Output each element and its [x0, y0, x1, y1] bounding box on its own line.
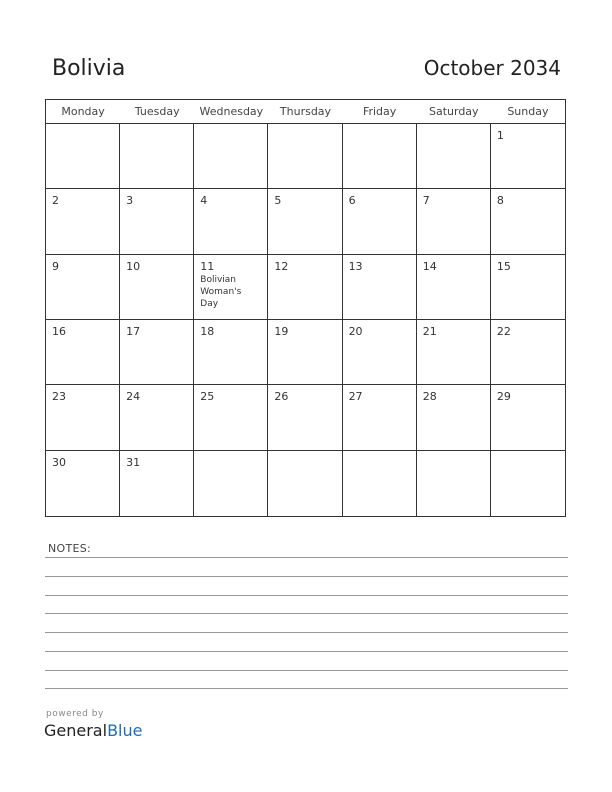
day-number: 15 [496, 259, 511, 273]
month-year-title: October 2034 [423, 56, 561, 80]
notes-line [45, 670, 568, 671]
day-cell [417, 255, 491, 320]
day-number: 23 [52, 390, 66, 404]
day-cell [268, 385, 342, 450]
day-cell [343, 320, 417, 385]
day-number: 17 [126, 325, 141, 338]
holiday-label: Bolivian Woman's Day [200, 274, 242, 309]
day-cell [491, 255, 565, 320]
day-number: 12 [274, 259, 289, 273]
day-cell [194, 255, 268, 320]
weekday-tuesday: Tuesday [134, 105, 180, 118]
day-number: 25 [200, 390, 215, 404]
weekday-header-row [46, 100, 565, 124]
day-cell [417, 189, 491, 254]
day-cell [194, 189, 268, 254]
day-number: 5 [274, 194, 282, 208]
day-number: 10 [126, 259, 141, 273]
day-number: 7 [422, 194, 430, 208]
day-cell [120, 189, 194, 254]
notes-line [45, 688, 568, 689]
day-number: 16 [52, 325, 66, 338]
day-cell [194, 320, 268, 385]
day-number: 9 [52, 259, 59, 273]
day-number: 11 [200, 259, 215, 273]
day-number: 19 [274, 325, 289, 338]
day-number: 21 [422, 325, 437, 338]
generalblue-logo[interactable] [44, 721, 142, 740]
day-cell [268, 451, 342, 516]
day-cell [343, 124, 417, 189]
day-cell [417, 451, 491, 516]
day-number: 26 [274, 390, 289, 404]
day-cell [120, 320, 194, 385]
day-number: 29 [496, 390, 511, 404]
day-cell [46, 189, 120, 254]
day-cell [120, 124, 194, 189]
day-cell [268, 124, 342, 189]
day-cell [491, 320, 565, 385]
day-number: 27 [348, 390, 363, 404]
notes-line [45, 632, 568, 633]
day-cell [343, 385, 417, 450]
day-cell [46, 124, 120, 189]
powered-by-text: powered by [46, 709, 104, 719]
notes-line [45, 576, 568, 577]
day-number: 20 [348, 325, 363, 338]
day-cell [194, 385, 268, 450]
day-number: 8 [496, 194, 504, 208]
day-cell [46, 255, 120, 320]
day-cell [343, 255, 417, 320]
day-cell [194, 451, 268, 516]
weekday-saturday: Saturday [428, 105, 479, 118]
day-cell [120, 451, 194, 516]
weekday-wednesday: Wednesday [199, 105, 264, 118]
day-cell [120, 255, 194, 320]
day-number: 1 [496, 129, 504, 142]
day-number: 22 [496, 325, 511, 338]
day-cell [268, 189, 342, 254]
day-cell [491, 451, 565, 516]
day-cell [417, 385, 491, 450]
notes-line [45, 651, 568, 652]
day-cell [491, 385, 565, 450]
brand-blue: Blue [107, 721, 143, 740]
day-cell [46, 320, 120, 385]
day-number: 18 [200, 325, 215, 338]
notes-line [45, 613, 568, 614]
notes-line [45, 595, 568, 596]
day-number: 30 [52, 455, 66, 469]
day-cell [417, 320, 491, 385]
day-cell [194, 124, 268, 189]
day-cell [343, 451, 417, 516]
day-cell [491, 124, 565, 189]
day-number: 3 [126, 194, 134, 208]
day-cell [268, 320, 342, 385]
day-cell [46, 385, 120, 450]
day-number: 24 [126, 390, 141, 404]
day-number: 14 [422, 259, 437, 273]
country-title: Bolivia [52, 56, 126, 81]
brand-general: General [44, 721, 108, 740]
day-number: 31 [126, 455, 141, 469]
day-number: 28 [422, 390, 437, 404]
day-number: 2 [52, 194, 59, 208]
day-number: 13 [348, 259, 363, 273]
weekday-friday: Friday [362, 105, 397, 118]
day-cell [268, 255, 342, 320]
day-number: 6 [348, 194, 356, 208]
day-cell [46, 451, 120, 516]
day-cell [417, 124, 491, 189]
calendar-grid [45, 99, 566, 517]
day-number: 4 [200, 194, 208, 208]
day-cell [120, 385, 194, 450]
notes-line [45, 557, 568, 558]
day-cell [343, 189, 417, 254]
day-cell [491, 189, 565, 254]
weekday-sunday: Sunday [507, 105, 549, 118]
day-cells [46, 124, 565, 516]
weekday-thursday: Thursday [279, 105, 332, 118]
weekday-monday: Monday [61, 105, 105, 118]
notes-label: NOTES: [48, 542, 92, 555]
